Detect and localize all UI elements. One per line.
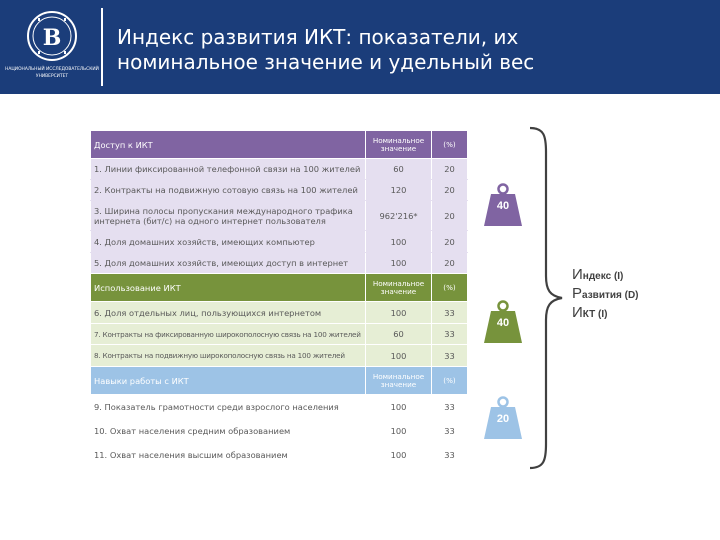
indicator-value: 100	[366, 419, 432, 443]
header-divider	[101, 8, 103, 86]
weight-label: 40	[496, 200, 510, 212]
indicator-pct: 33	[432, 324, 468, 345]
header-bar	[0, 0, 720, 94]
indicator-pct: 33	[432, 345, 468, 367]
curly-brace-icon	[528, 126, 568, 471]
index-legend	[572, 266, 639, 323]
indicator-value: 100	[366, 443, 432, 467]
table-row	[91, 324, 468, 345]
indicator-value: 100	[366, 253, 432, 274]
section-label: Использование ИКТ	[91, 274, 366, 302]
indicator-pct: 33	[432, 419, 468, 443]
legend-line	[572, 285, 639, 304]
indicator-name: 3. Ширина полосы пропускания международного трафика интернета (бит/с) на одного интернет пользователя	[91, 201, 366, 231]
legend-rest: ндекс (I)	[582, 271, 624, 282]
section-header-use	[91, 274, 468, 302]
indicator-name: 11. Охват населения высшим образованием	[91, 443, 366, 467]
legend-initial: И	[572, 266, 583, 283]
weight-skills-icon	[483, 396, 523, 440]
page-title-line2: номинальное значение и удельный вес	[117, 50, 535, 74]
weight-label: 20	[496, 413, 510, 425]
indicator-value: 100	[366, 231, 432, 253]
legend-line	[572, 304, 639, 323]
hse-logo	[5, 8, 99, 88]
svg-text:В: В	[42, 25, 62, 51]
indicator-pct: 33	[432, 395, 468, 419]
table-row	[91, 201, 468, 231]
section-header-access	[91, 131, 468, 159]
section-skills	[91, 367, 468, 467]
indicator-name: 5. Доля домашних хозяйств, имеющих доступ в интернет	[91, 253, 366, 274]
column-header-value: Номинальное значение	[366, 274, 432, 302]
section-use	[91, 274, 468, 367]
indicator-pct: 20	[432, 159, 468, 180]
table-row	[91, 231, 468, 253]
page-title-line1: Индекс развития ИКТ: показатели, их	[117, 25, 519, 49]
legend-rest: КТ (I)	[582, 309, 608, 320]
section-header-skills	[91, 367, 468, 395]
indicator-value: 60	[366, 159, 432, 180]
indicator-pct: 20	[432, 253, 468, 274]
legend-rest: азвития (D)	[582, 290, 639, 301]
indicator-name: 2. Контракты на подвижную сотовую связь на 100 жителей	[91, 180, 366, 201]
indicator-value: 100	[366, 345, 432, 367]
table-row	[91, 159, 468, 180]
indicator-value: 60	[366, 324, 432, 345]
legend-initial: Р	[572, 285, 583, 302]
indicator-value: 100	[366, 302, 432, 324]
logo-caption-line1: НАЦИОНАЛЬНЫЙ ИССЛЕДОВАТЕЛЬСКИЙ	[5, 67, 99, 72]
page-title	[117, 25, 707, 75]
indicator-name: 7. Контракты на фиксированную широкополосную связь на 100 жителей	[91, 324, 366, 345]
section-access	[91, 131, 468, 274]
indicator-value: 120	[366, 180, 432, 201]
indicator-name: 1. Линии фиксированной телефонной связи на 100 жителей	[91, 159, 366, 180]
indicator-value: 100	[366, 395, 432, 419]
column-header-value: Номинальное значение	[366, 367, 432, 395]
table-row	[91, 253, 468, 274]
indicator-pct: 33	[432, 302, 468, 324]
indicator-pct: 20	[432, 231, 468, 253]
ict-indicators-table	[90, 130, 468, 467]
table-row	[91, 419, 468, 443]
table-row	[91, 180, 468, 201]
weight-access-icon	[483, 183, 523, 227]
column-header-pct: (%)	[432, 274, 468, 302]
section-label: Навыки работы с ИКТ	[91, 367, 366, 395]
indicator-name: 4. Доля домашних хозяйств, имеющих компьютер	[91, 231, 366, 253]
weight-label: 40	[496, 317, 510, 329]
indicator-pct: 33	[432, 443, 468, 467]
section-label: Доступ к ИКТ	[91, 131, 366, 159]
logo-caption-line2: УНИВЕРСИТЕТ	[35, 74, 69, 79]
column-header-pct: (%)	[432, 131, 468, 159]
indicator-pct: 20	[432, 180, 468, 201]
table-row	[91, 443, 468, 467]
column-header-value: Номинальное значение	[366, 131, 432, 159]
indicator-name: 6. Доля отдельных лиц, пользующихся интернетом	[91, 302, 366, 324]
table-row	[91, 395, 468, 419]
legend-initial: И	[572, 304, 583, 321]
table-row	[91, 302, 468, 324]
indicator-name: 8. Контракты на подвижную широкополосную связь на 100 жителей	[91, 345, 366, 367]
indicator-pct: 20	[432, 201, 468, 231]
column-header-pct: (%)	[432, 367, 468, 395]
indicator-value: 962'216*	[366, 201, 432, 231]
indicator-name: 10. Охват населения средним образованием	[91, 419, 366, 443]
weight-use-icon	[483, 300, 523, 344]
legend-line	[572, 266, 639, 285]
indicator-name: 9. Показатель грамотности среди взрослого населения	[91, 395, 366, 419]
table-row	[91, 345, 468, 367]
